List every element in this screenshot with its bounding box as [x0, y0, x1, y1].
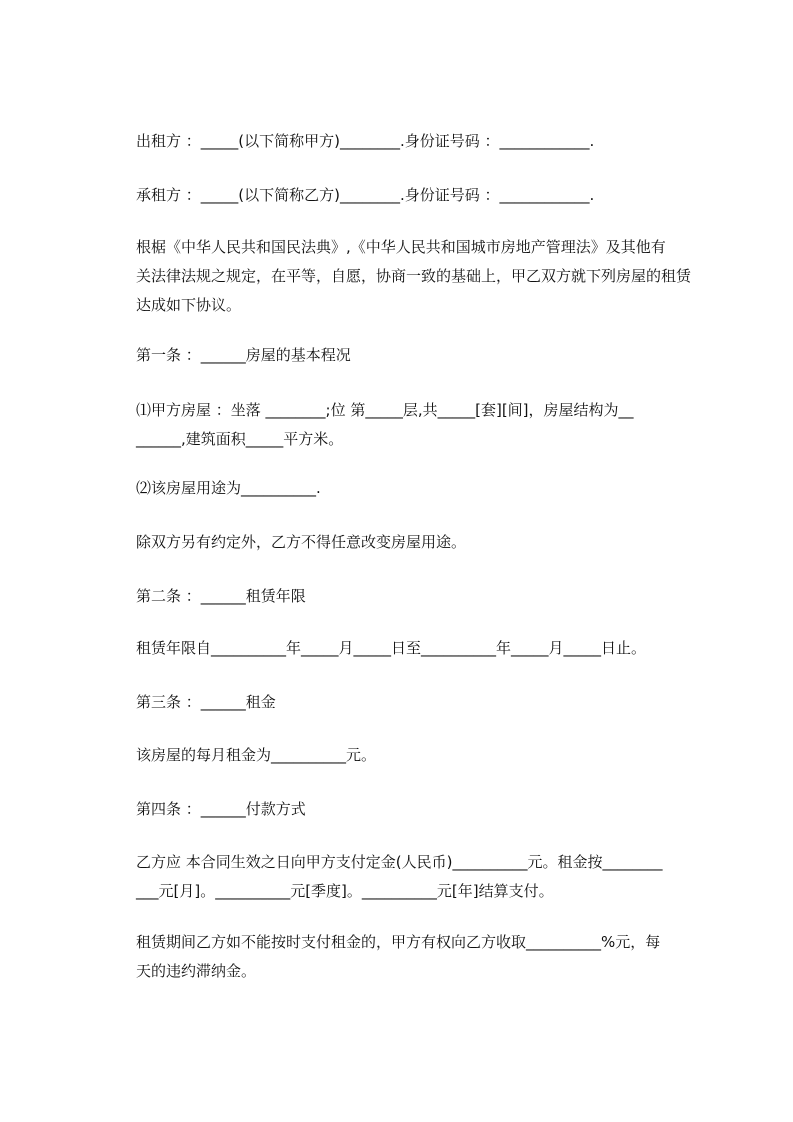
article-1-item-1-line-1: ⑴甲方房屋 ：坐落 ________;位 第_____层,共_____[套][间]，房屋结构为__ — [136, 401, 634, 419]
article-4-title: 第四条 ：______付款方式 — [136, 800, 306, 818]
article-4-body-line-1: 乙方应 本合同生效之日向甲方支付定金(人民币)__________元。租金按________ — [136, 853, 663, 871]
article-4-body-line-2: ___元[月]。__________元[季度]。__________元[年]结算支付。 — [136, 882, 554, 900]
preamble-paragraph — [136, 233, 692, 320]
lessee-line: 承租方 ：_____(以下简称乙方)________.身份证号码 ：____________. — [136, 186, 595, 204]
article-3-body: 该房屋的每月租金为__________元。 — [136, 746, 377, 764]
article-1-item-1-line-2: ______,建筑面积_____平方米。 — [136, 430, 344, 448]
lessor-line: 出租方 ：_____(以下简称甲方)________.身份证号码 ：____________. — [136, 132, 595, 150]
article-1-item-1 — [136, 396, 676, 454]
article-1-item-2: ⑵该房屋用途为__________. — [136, 479, 321, 497]
article-4-penalty-line-2: 天的违约滞纳金。 — [136, 962, 257, 980]
preamble-line-2: 关法律法规之规定，在平等，自愿，协商一致的基础上，甲乙双方就下列房屋的租赁 — [136, 267, 692, 285]
preamble-line-3: 达成如下协议。 — [136, 296, 242, 314]
article-2-title: 第二条 ：______租赁年限 — [136, 587, 306, 605]
article-2-body: 租赁年限自__________年_____月_____日至__________年_____月_____日止。 — [136, 639, 647, 657]
article-1-title: 第一条 ：______房屋的基本程况 — [136, 346, 351, 364]
article-4-penalty-line-1: 租赁期间乙方如不能按时支付租金的，甲方有权向乙方收取__________%元，每 — [136, 933, 661, 951]
preamble-line-1: 根椐《中华人民共和国民法典》,《中华人民共和国城市房地产管理法》及其他有 — [136, 238, 666, 256]
article-4-body — [136, 848, 676, 906]
article-4-penalty — [136, 928, 676, 986]
article-1-note: 除双方另有约定外，乙方不得任意改变房屋用途。 — [136, 533, 467, 551]
article-3-title: 第三条 ：______租金 — [136, 693, 276, 711]
